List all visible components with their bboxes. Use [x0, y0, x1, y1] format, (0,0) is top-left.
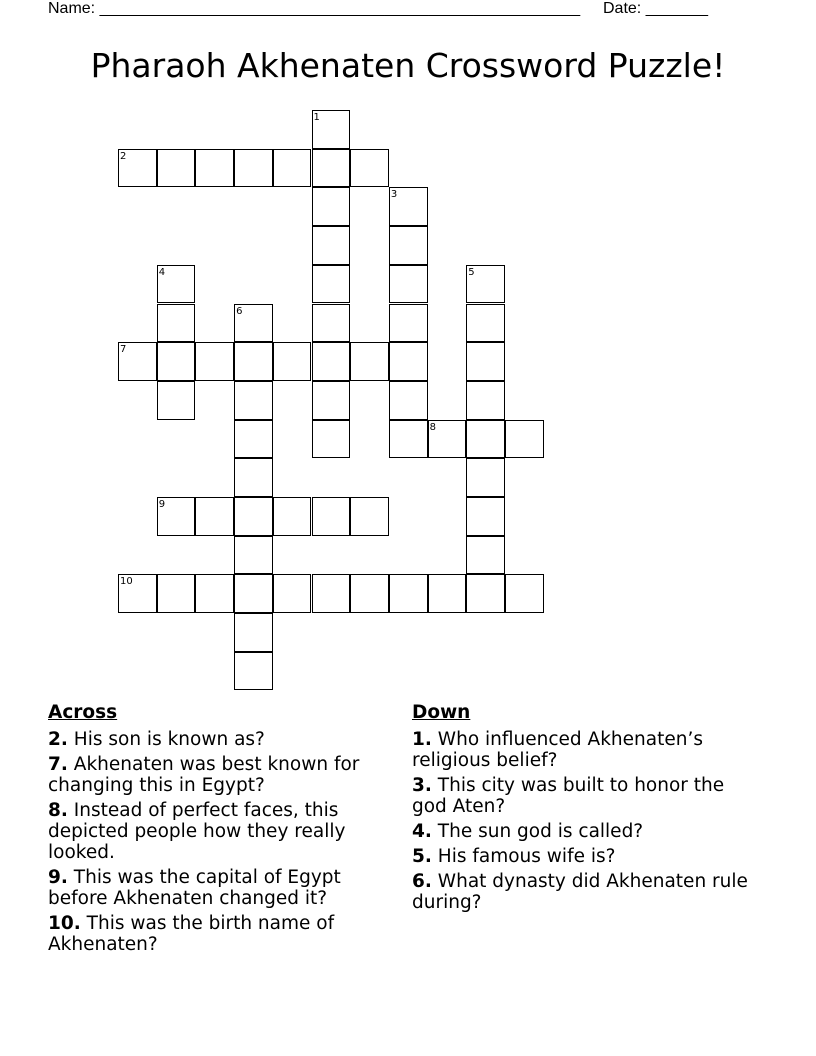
date-label: Date: [603, 0, 642, 17]
clue-number: 9. [48, 867, 68, 888]
date-blank[interactable]: _______ [645, 0, 708, 17]
clue-number-label: 2 [120, 150, 127, 162]
grid-cell[interactable] [195, 497, 234, 536]
name-blank[interactable]: ______________________________________________________ [99, 0, 581, 17]
clue-across-7 [48, 754, 388, 796]
grid-cell[interactable] [234, 304, 273, 343]
grid-cell[interactable] [312, 265, 351, 304]
clue-text: Akhenaten was best known for changing this in Egypt? [48, 754, 360, 796]
grid-cell[interactable] [428, 420, 467, 459]
puzzle-title: Pharaoh Akhenaten Crossword Puzzle! [90, 46, 726, 85]
clue-number: 3. [412, 775, 432, 796]
grid-cell[interactable] [312, 420, 351, 459]
clue-number-label: 1 [313, 112, 320, 123]
grid-cell[interactable] [157, 574, 196, 613]
down-clues [412, 702, 762, 917]
clue-text: This city was built to honor the god Aten? [412, 775, 725, 817]
grid-cell[interactable] [195, 149, 234, 188]
grid-cell[interactable] [312, 304, 351, 343]
grid-cell[interactable] [312, 110, 351, 149]
grid-cell[interactable] [350, 574, 389, 613]
clue-number-label: 3 [390, 189, 398, 201]
grid-cell[interactable] [157, 149, 196, 188]
grid-cell[interactable] [389, 420, 428, 459]
clue-across-2 [48, 729, 388, 750]
grid-cell[interactable] [389, 304, 428, 343]
clue-down-3 [412, 775, 762, 817]
grid-cell[interactable] [312, 574, 351, 613]
clue-down-1 [412, 729, 762, 771]
grid-cell[interactable] [312, 187, 351, 226]
grid-cell[interactable] [466, 536, 505, 575]
clue-across-10 [48, 913, 388, 955]
across-clues [48, 702, 388, 959]
clue-text: Instead of perfect faces, this depicted people how they really looked. [48, 800, 346, 863]
clue-number-label: 7 [120, 344, 127, 356]
grid-cell[interactable] [466, 458, 505, 497]
grid-cell[interactable] [157, 342, 196, 381]
grid-cell[interactable] [234, 420, 273, 459]
grid-cell[interactable] [234, 574, 273, 613]
grid-cell[interactable] [466, 265, 505, 304]
across-heading: Across [48, 702, 118, 723]
grid-cell[interactable] [234, 381, 273, 420]
clue-number: 8. [48, 800, 68, 821]
grid-cell[interactable] [273, 574, 312, 613]
grid-cell[interactable] [273, 149, 312, 188]
grid-cell[interactable] [234, 613, 273, 652]
grid-cell[interactable] [505, 420, 544, 459]
clue-text: This was the birth name of Akhenaten? [48, 913, 335, 955]
clue-number: 10. [48, 913, 81, 934]
grid-cell[interactable] [389, 226, 428, 265]
grid-cell[interactable] [466, 381, 505, 420]
grid-cell[interactable] [389, 187, 428, 226]
name-label: Name: [48, 0, 96, 17]
clue-number: 6. [412, 871, 432, 892]
clue-text: The sun god is called? [437, 821, 644, 842]
grid-cell[interactable] [195, 574, 234, 613]
clue-text: Who influenced Akhenaten’s religious belief? [412, 729, 703, 771]
grid-cell[interactable] [389, 265, 428, 304]
grid-cell[interactable] [157, 497, 196, 536]
grid-cell[interactable] [157, 265, 196, 304]
grid-cell[interactable] [389, 381, 428, 420]
clue-text: His son is known as? [73, 729, 265, 750]
grid-cell[interactable] [350, 497, 389, 536]
clue-number: 7. [48, 754, 68, 775]
grid-cell[interactable] [118, 149, 157, 188]
clue-text: What dynasty did Akhenaten rule during? [412, 871, 748, 913]
clue-text: This was the capital of Egypt before Akhenaten changed it? [48, 867, 341, 909]
grid-cell[interactable] [505, 574, 544, 613]
clue-across-9 [48, 867, 388, 909]
clue-text: His famous wife is? [437, 846, 616, 867]
grid-cell[interactable] [350, 149, 389, 188]
clue-down-6 [412, 871, 762, 913]
grid-cell[interactable] [118, 574, 157, 613]
grid-cell[interactable] [234, 652, 273, 691]
grid-cell[interactable] [273, 497, 312, 536]
grid-cell[interactable] [234, 497, 273, 536]
grid-cell[interactable] [312, 342, 351, 381]
grid-cell[interactable] [466, 420, 505, 459]
clue-down-5 [412, 846, 762, 867]
grid-cell[interactable] [234, 536, 273, 575]
grid-cell[interactable] [234, 458, 273, 497]
clue-down-4 [412, 821, 762, 842]
grid-cell[interactable] [234, 342, 273, 381]
clue-number-label: 6 [236, 305, 243, 317]
grid-cell[interactable] [118, 342, 157, 381]
clue-number: 4. [412, 821, 432, 842]
grid-cell[interactable] [466, 497, 505, 536]
clue-number: 1. [412, 729, 432, 750]
grid-cell[interactable] [389, 342, 428, 381]
grid-cell[interactable] [466, 342, 505, 381]
grid-cell[interactable] [273, 342, 312, 381]
clue-number: 5. [412, 846, 432, 867]
clue-number-label: 5 [468, 266, 475, 278]
grid-cell[interactable] [350, 342, 389, 381]
clue-number-label: 8 [429, 421, 436, 433]
grid-cell[interactable] [466, 304, 505, 343]
clue-number: 2. [48, 729, 68, 750]
grid-cell[interactable] [312, 226, 351, 265]
clue-number-label: 10 [120, 576, 133, 588]
grid-cell[interactable] [234, 149, 273, 188]
grid-cell[interactable] [389, 574, 428, 613]
grid-cell[interactable] [312, 381, 351, 420]
grid-cell[interactable] [312, 149, 351, 188]
clue-number-label: 9 [158, 499, 166, 510]
clue-across-8 [48, 800, 388, 863]
down-heading: Down [412, 702, 471, 723]
grid-cell[interactable] [466, 574, 505, 613]
grid-cell[interactable] [157, 381, 196, 420]
grid-cell[interactable] [312, 497, 351, 536]
grid-cell[interactable] [195, 342, 234, 381]
grid-cell[interactable] [157, 304, 196, 343]
clue-number-label: 4 [158, 266, 166, 278]
grid-cell[interactable] [428, 574, 467, 613]
